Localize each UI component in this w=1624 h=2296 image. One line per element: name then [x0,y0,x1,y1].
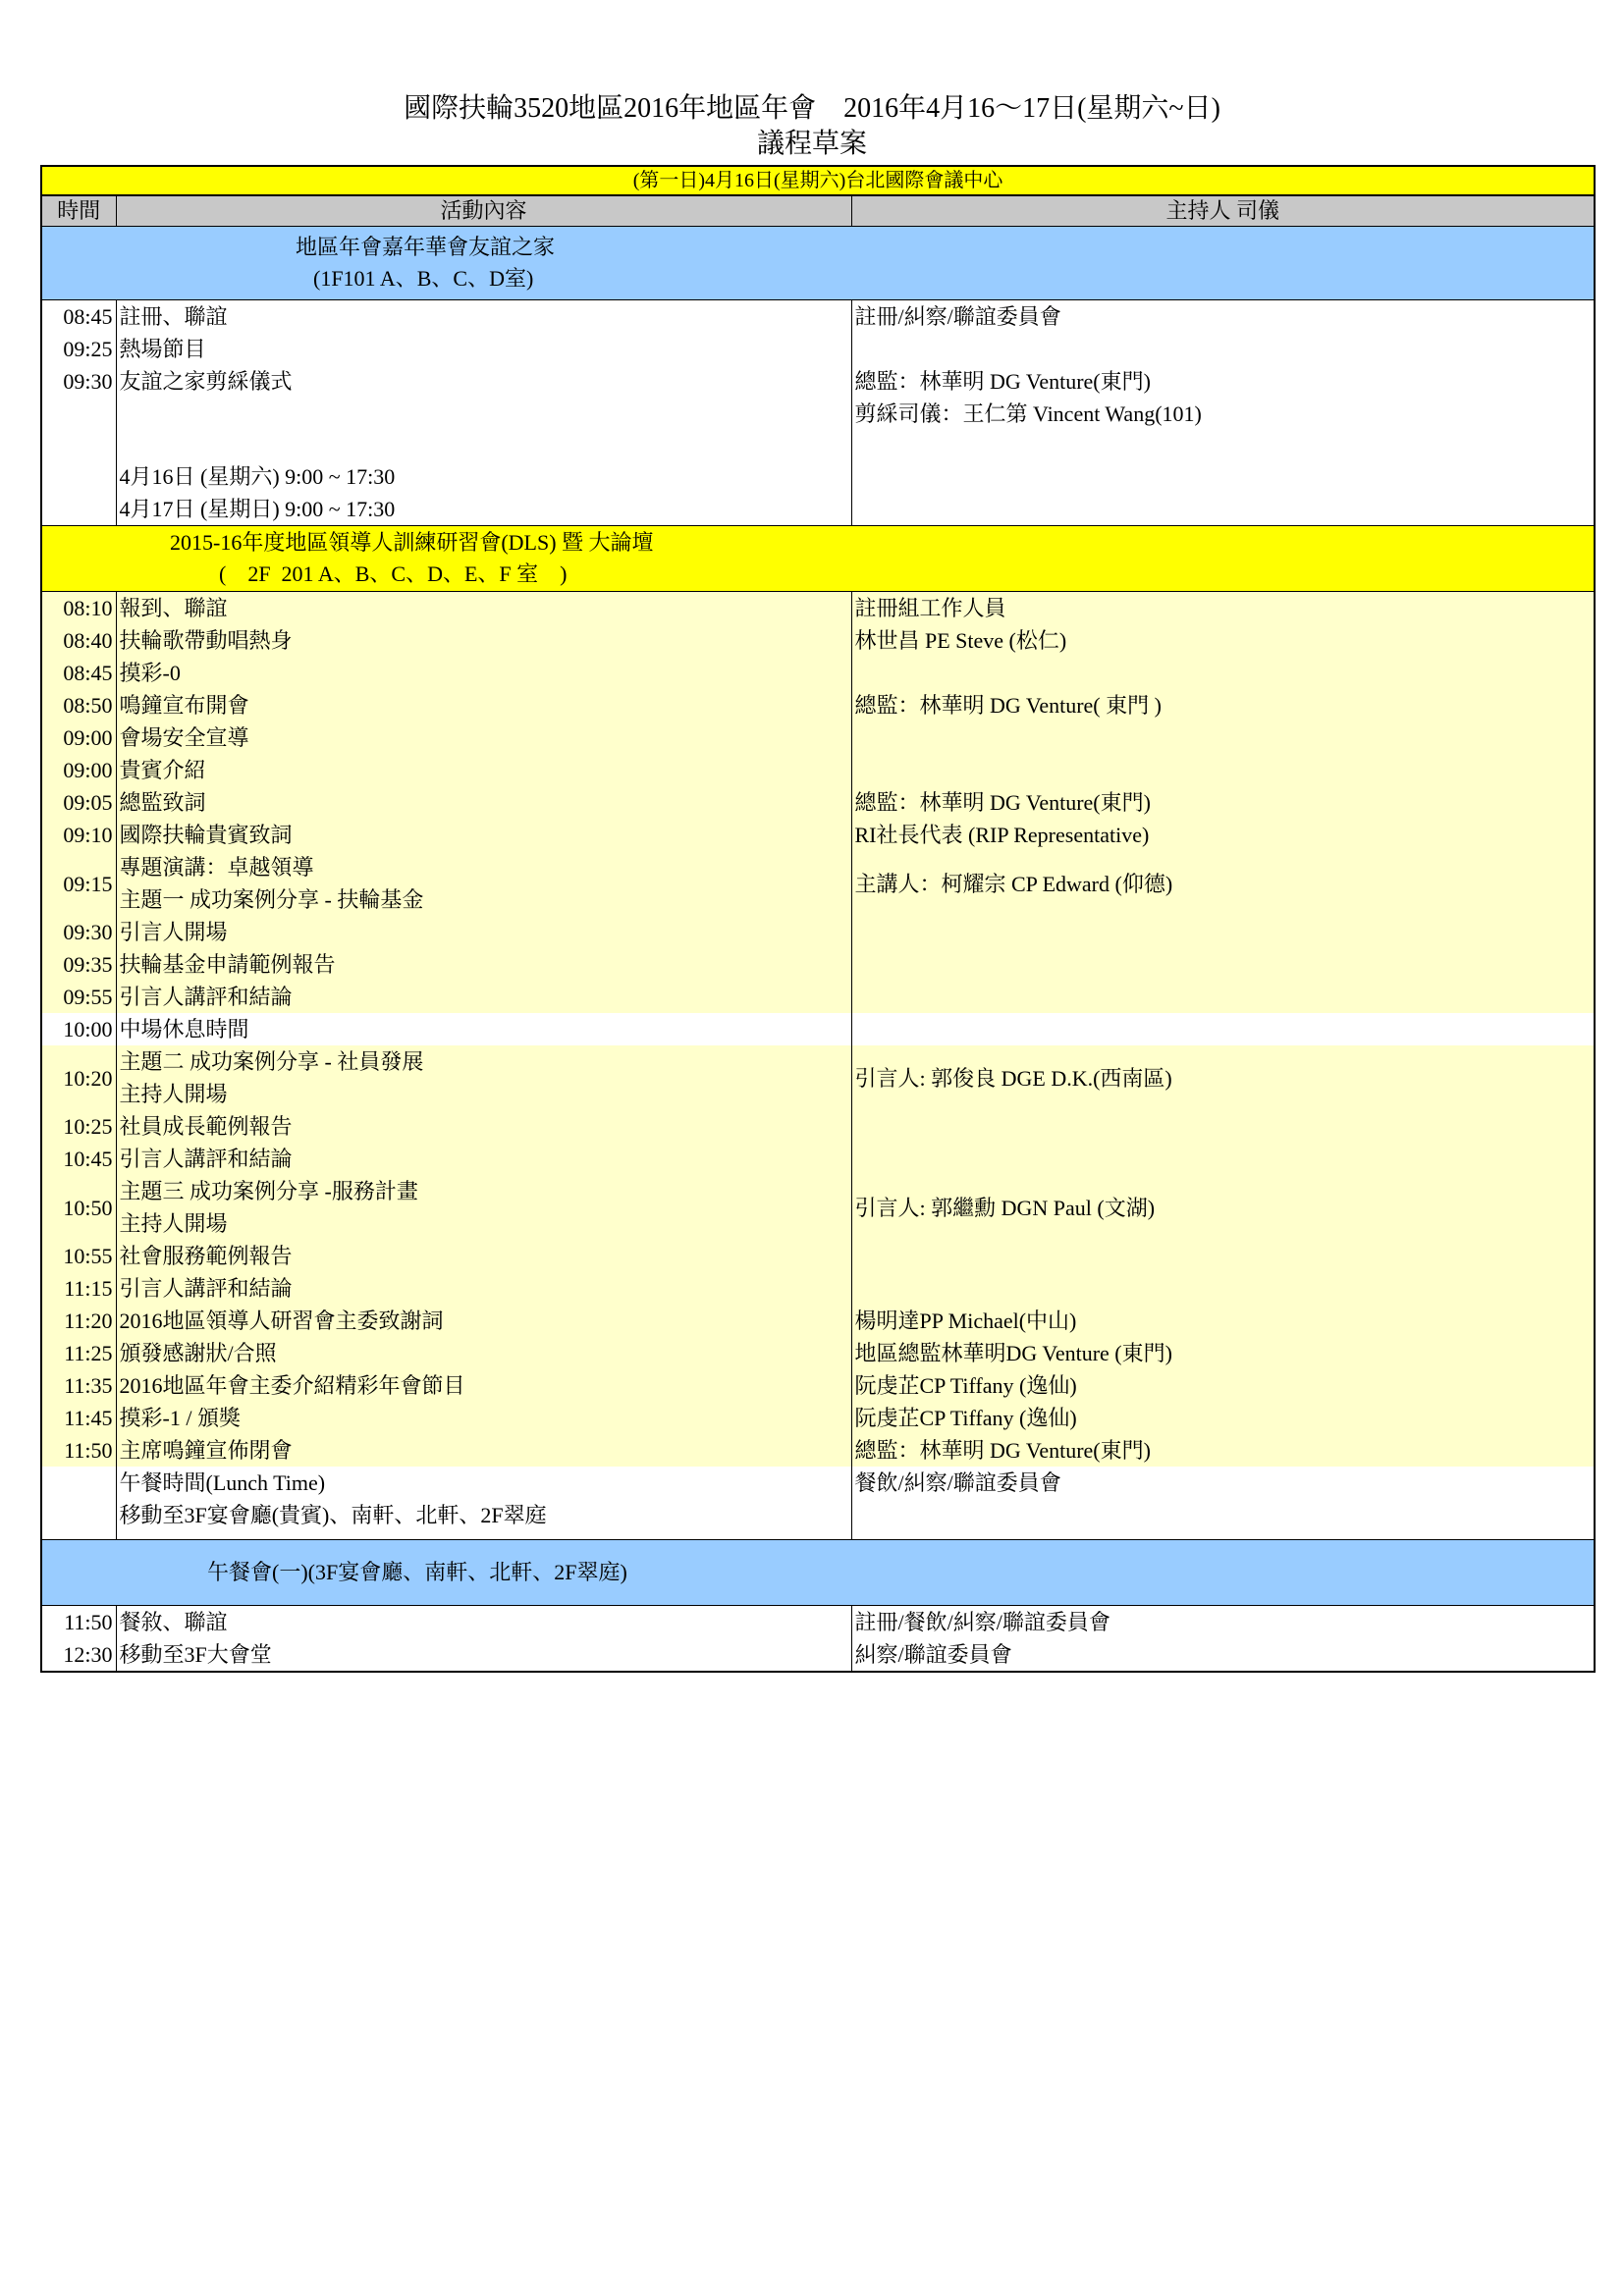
row-host: 餐飲/糾察/聯誼委員會 [851,1467,1595,1499]
agenda-row [41,1175,1595,1240]
row-time: 11:35 [41,1369,116,1402]
row-activity: 扶輪歌帶動唱熱身 [116,624,851,657]
row-time: 08:45 [41,300,116,334]
row-time [41,398,116,430]
row-activity: 午餐時間(Lunch Time) [116,1467,851,1499]
row-time: 08:10 [41,592,116,625]
row-host [851,948,1595,981]
row-host: 註冊組工作人員 [851,592,1595,625]
agenda-row [41,721,1595,754]
row-host: 註冊/餐飲/糾察/聯誼委員會 [851,1606,1595,1639]
row-host [851,721,1595,754]
row-time: 08:50 [41,689,116,721]
row-time: 10:00 [41,1013,116,1045]
row-activity: 4月16日 (星期六) 9:00 ~ 17:30 [116,460,851,493]
row-activity: 國際扶輪貴賓致詞 [116,819,851,851]
row-host: 阮虔芷CP Tiffany (逸仙) [851,1369,1595,1402]
agenda-row [41,916,1595,948]
row-host: 糾察/聯誼委員會 [851,1638,1595,1672]
row-host: 阮虔芷CP Tiffany (逸仙) [851,1402,1595,1434]
row-time: 09:10 [41,819,116,851]
agenda-row [41,1272,1595,1305]
row-time: 10:25 [41,1110,116,1143]
row-host: 引言人: 郭俊良 DGE D.K.(西南區) [851,1045,1595,1110]
row-time: 11:50 [41,1606,116,1639]
document-subtitle: 議程草案 [756,129,867,159]
row-activity: 貴賓介紹 [116,754,851,786]
agenda-row [41,398,1595,430]
row-time: 11:45 [41,1402,116,1434]
agenda-row [41,754,1595,786]
row-time [41,460,116,493]
row-activity: 移動至3F宴會廳(貴賓)、南軒、北軒、2F翠庭 [116,1499,851,1531]
row-time: 09:30 [41,365,116,398]
section1-header [41,227,1595,300]
section2-title-line1: 2015-16年度地區領導人訓練研習會(DLS) 暨 大論壇 [170,530,654,555]
column-header-activity: 活動內容 [116,195,851,227]
row-activity: 摸彩-1 / 頒獎 [116,1402,851,1434]
row-activity: 註冊、聯誼 [116,300,851,334]
row-activity: 引言人講評和結論 [116,1143,851,1175]
document-title: 國際扶輪3520地區2016年地區年會 2016年4月16～17日(星期六~日) [404,93,1220,124]
spacer-host [851,1531,1595,1540]
row-host: 林世昌 PE Steve (松仁) [851,624,1595,657]
row-host: 總監：林華明 DG Venture( 東門 ) [851,689,1595,721]
row-host [851,981,1595,1013]
row-activity-line2: 主題一 成功案例分享 - 扶輪基金 [119,887,424,912]
agenda-row [41,981,1595,1013]
row-activity: 會場安全宣導 [116,721,851,754]
row-time: 09:35 [41,948,116,981]
agenda-row [41,1369,1595,1402]
row-host: 總監：林華明 DG Venture(東門) [851,786,1595,819]
agenda-row [41,460,1595,493]
spacer-activity [116,430,851,460]
row-host: 註冊/糾察/聯誼委員會 [851,300,1595,334]
row-time: 11:20 [41,1305,116,1337]
row-activity: 引言人講評和結論 [116,1272,851,1305]
row-host [851,1110,1595,1143]
section1-title-line2: (1F101 A、B、C、D室) [313,266,534,291]
row-activity: 中場休息時間 [116,1013,851,1045]
row-host: 剪綵司儀：王仁第 Vincent Wang(101) [851,398,1595,430]
section3-title-line1: 午餐會(一)(3F宴會廳、南軒、北軒、2F翠庭) [207,1560,627,1584]
row-activity: 移動至3F大會堂 [116,1638,851,1672]
row-host [851,1272,1595,1305]
row-time: 09:55 [41,981,116,1013]
row-host [851,916,1595,948]
row-time: 09:15 [41,851,116,916]
agenda-row [41,1013,1595,1045]
spacer-time [41,1531,116,1540]
section2-header [41,526,1595,592]
section1-title [41,227,1595,300]
agenda-row [41,365,1595,398]
row-host: 總監：林華明 DG Venture(東門) [851,365,1595,398]
agenda-row [41,1402,1595,1434]
row-time: 09:05 [41,786,116,819]
row-activity: 主席鳴鐘宣佈閉會 [116,1434,851,1467]
spacer-row [41,1531,1595,1540]
agenda-row [41,851,1595,916]
row-time: 09:30 [41,916,116,948]
row-activity [116,398,851,430]
day-bar-label: (第一日)4月16日(星期六)台北國際會議中心 [41,166,1595,195]
row-host: RI社長代表 (RIP Representative) [851,819,1595,851]
row-host [851,493,1595,526]
row-activity: 鳴鐘宣布開會 [116,689,851,721]
row-time [41,1499,116,1531]
row-activity-line1: 專題演講：卓越領導 [119,855,314,880]
agenda-row [41,1606,1595,1639]
column-header-time: 時間 [41,195,116,227]
row-activity: 2016地區領導人研習會主委致謝詞 [116,1305,851,1337]
spacer-row [41,430,1595,460]
row-time: 12:30 [41,1638,116,1672]
section2-title [41,526,1595,592]
row-activity: 社員成長範例報告 [116,1110,851,1143]
row-time: 10:45 [41,1143,116,1175]
agenda-row [41,689,1595,721]
row-host [851,754,1595,786]
row-time: 10:55 [41,1240,116,1272]
column-header-row [41,195,1595,227]
row-host: 引言人: 郭繼勳 DGN Paul (文湖) [851,1175,1595,1240]
agenda-row [41,333,1595,365]
agenda-row [41,624,1595,657]
agenda-row [41,657,1595,689]
agenda-row [41,1305,1595,1337]
row-activity: 引言人講評和結論 [116,981,851,1013]
column-header-host: 主持人 司儀 [851,195,1595,227]
row-time: 10:50 [41,1175,116,1240]
row-activity: 2016地區年會主委介紹精彩年會節目 [116,1369,851,1402]
agenda-row [41,1337,1595,1369]
row-host [851,1143,1595,1175]
row-host: 總監：林華明 DG Venture(東門) [851,1434,1595,1467]
row-time: 08:40 [41,624,116,657]
row-time: 09:00 [41,721,116,754]
row-time: 11:25 [41,1337,116,1369]
agenda-row [41,1499,1595,1531]
row-activity: 4月17日 (星期日) 9:00 ~ 17:30 [116,493,851,526]
agenda-row [41,1434,1595,1467]
agenda-row [41,1045,1595,1110]
agenda-row [41,592,1595,625]
row-time: 11:50 [41,1434,116,1467]
row-host [851,333,1595,365]
row-host [851,1499,1595,1531]
row-time [41,493,116,526]
row-activity-line1: 主題三 成功案例分享 -服務計畫 [119,1179,418,1203]
row-activity: 引言人開場 [116,916,851,948]
agenda-row [41,819,1595,851]
row-activity: 摸彩-0 [116,657,851,689]
agenda-row [41,1143,1595,1175]
row-host [851,657,1595,689]
row-activity [116,1175,851,1240]
row-activity [116,851,851,916]
agenda-row [41,1638,1595,1672]
row-host: 地區總監林華明DG Venture (東門) [851,1337,1595,1369]
agenda-row [41,948,1595,981]
row-activity: 扶輪基金申請範例報告 [116,948,851,981]
row-host: 楊明達PP Michael(中山) [851,1305,1595,1337]
row-activity: 友誼之家剪綵儀式 [116,365,851,398]
spacer-time [41,430,116,460]
section3-title [41,1540,1595,1606]
row-activity-line2: 主持人開場 [119,1211,228,1236]
row-host: 主講人：柯耀宗 CP Edward (仰德) [851,851,1595,916]
row-activity-line2: 主持人開場 [119,1082,228,1106]
row-activity [116,1045,851,1110]
row-time: 11:15 [41,1272,116,1305]
section2-title-line2: ( 2F 201 A、B、C、D、E、F 室 ) [219,561,568,586]
agenda-table [40,165,1596,1673]
row-time: 10:20 [41,1045,116,1110]
row-time: 08:45 [41,657,116,689]
agenda-row [41,786,1595,819]
agenda-row [41,1240,1595,1272]
row-time [41,1467,116,1499]
row-host [851,1240,1595,1272]
row-activity: 餐敘、聯誼 [116,1606,851,1639]
row-activity-line1: 主題二 成功案例分享 - 社員發展 [119,1049,424,1074]
spacer-host [851,430,1595,460]
agenda-row [41,300,1595,334]
row-time: 09:25 [41,333,116,365]
row-activity: 總監致詞 [116,786,851,819]
row-activity: 頒發感謝狀/合照 [116,1337,851,1369]
section1-title-line1: 地區年會嘉年華會友誼之家 [296,235,556,259]
day-bar [41,166,1595,195]
row-activity: 報到、聯誼 [116,592,851,625]
row-host [851,1013,1595,1045]
agenda-row [41,1467,1595,1499]
agenda-row [41,1110,1595,1143]
agenda-row [41,493,1595,526]
row-host [851,460,1595,493]
row-time: 09:00 [41,754,116,786]
row-activity: 社會服務範例報告 [116,1240,851,1272]
section3-header [41,1540,1595,1606]
spacer-activity [116,1531,851,1540]
row-activity: 熱場節目 [116,333,851,365]
